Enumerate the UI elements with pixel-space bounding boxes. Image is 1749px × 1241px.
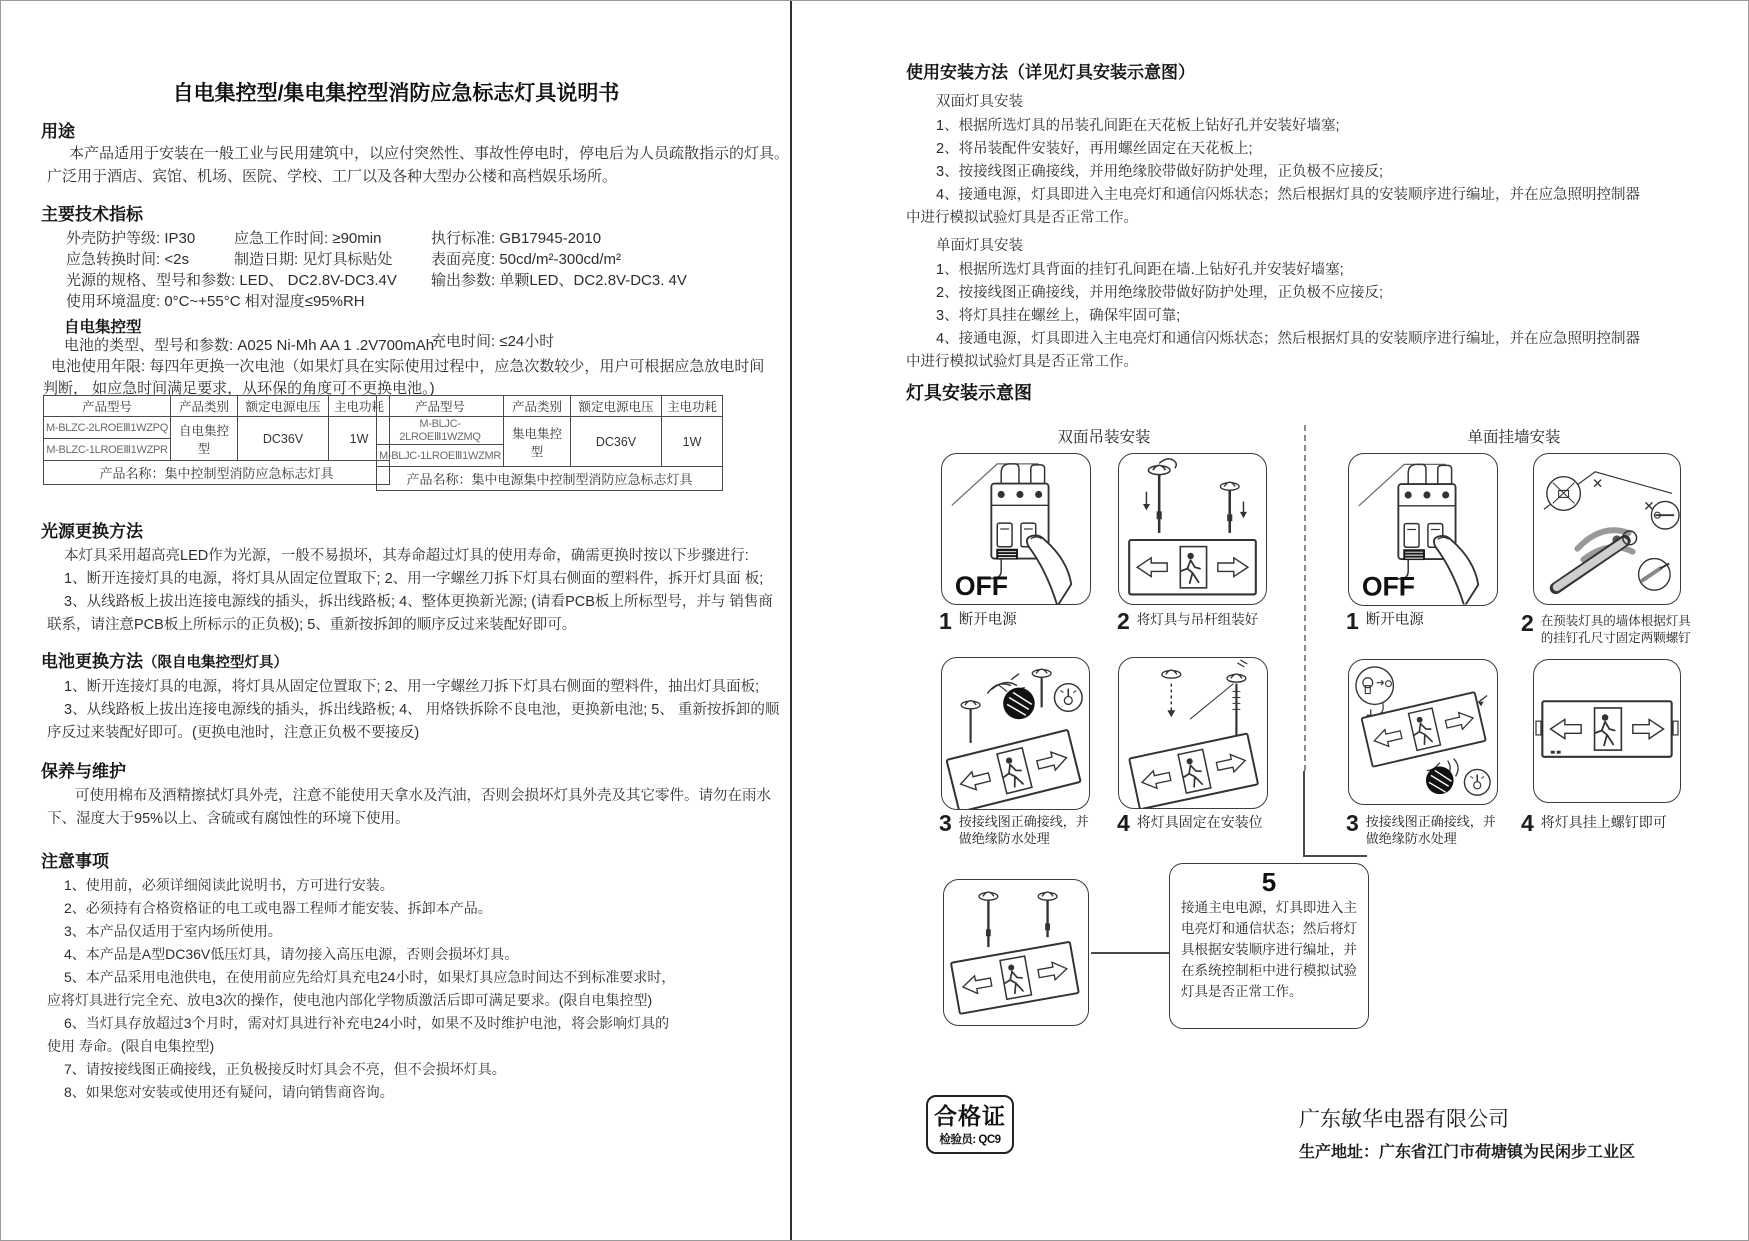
- text-line: 联系，请注意PCB板上所标示的正负极); 5、重新按拆卸的顺序反过来装配好即可。: [47, 617, 577, 633]
- note-line: 5、本产品采用电池供电，在使用前应先给灯具充电24小时，如果灯具应急时间达不到标准要求时，: [64, 969, 676, 985]
- note-line: 1、使用前，必须详细阅读此说明书，方可进行安装。: [64, 877, 394, 893]
- spec-item: 电池的类型、型号和参数: A025 Ni-Mh AA 1 .2V700mAh: [64, 337, 435, 354]
- product-table-central-powered: [376, 395, 723, 491]
- text-line: 1、断开连接灯具的电源，将灯具从固定位置取下; 2、用一字螺丝刀拆下灯具右侧面的塑料件，拆开灯具面 板;: [64, 571, 764, 587]
- step-text: 将灯具挂上螺钉即可: [1540, 814, 1667, 830]
- illustration-panel-rod-assembly: [1118, 453, 1267, 605]
- circuit-breaker-off-icon: [1349, 454, 1497, 605]
- off-label: OFF: [1361, 571, 1416, 602]
- step-number: 2: [1117, 608, 1130, 634]
- text-line: 3、按接线图正确接线，并用绝缘胶带做好防护处理，正负极不应接反;: [936, 164, 1384, 180]
- text-line: 1、根据所选灯具背面的挂钉孔间距在墙.上钻好孔并安装好墙塞;: [936, 262, 1344, 278]
- subsection-single-heading: 单面灯具安装: [936, 238, 1023, 254]
- section-light-replace-heading: 光源更换方法: [41, 522, 143, 541]
- text-line: 2、将吊装配件安装好，再用螺丝固定在天花板上;: [936, 141, 1253, 157]
- step-number: 4: [1521, 810, 1534, 836]
- subsection-self-powered-heading: 自电集控型: [64, 319, 142, 336]
- text-line: 下、湿度大于95%以上、含硫或有腐蚀性的环境下使用。: [47, 811, 410, 827]
- subsection-double-heading: 双面灯具安装: [936, 94, 1023, 110]
- exit-sign-icon: [1534, 660, 1680, 802]
- spec-item: 光源的规格、型号和参数: LED、 DC2.8V-DC3.4V: [66, 272, 397, 289]
- step-text: 按接线图正确接线，并做绝缘防水处理: [1365, 814, 1496, 847]
- section-specs-heading: 主要技术指标: [41, 205, 143, 224]
- step-caption: [1521, 610, 1699, 646]
- note-line: 8、如果您对安装或使用还有疑问，请向销售商咨询。: [64, 1084, 394, 1100]
- text-line: 1、根据所选灯具的吊装孔间距在天花板上钻好孔并安装好墙塞;: [936, 118, 1340, 134]
- illustration-panel-wiring-double: [941, 657, 1090, 810]
- table-cell-power: 1W: [662, 417, 723, 467]
- text-line: 4、接通电源，灯具即进入主电亮灯和通信闪烁状态；然后根据灯具的安装顺序进行编址，并在应急照明控制器: [936, 331, 1641, 347]
- table-cell-voltage: DC36V: [238, 417, 329, 461]
- step-text: 在预装灯具的墙体根据灯具的挂钉孔尺寸固定两颗螺钉: [1540, 614, 1691, 645]
- text-line: 1、断开连接灯具的电源，将灯具从固定位置取下; 2、用一字螺丝刀拆下灯具右侧面的塑料件，抽出灯具面板;: [64, 679, 760, 695]
- step-number: 4: [1117, 810, 1130, 836]
- step-text: 按接线图正确接线，并做绝缘防水处理: [958, 814, 1089, 847]
- step-5-note-box: [1169, 863, 1369, 1029]
- spec-item: 表面亮度: 50cd/m²-300cd/m²: [431, 251, 622, 268]
- column-title-single: 单面挂墙安装: [1467, 429, 1561, 446]
- table-header: 产品型号: [377, 396, 504, 417]
- spec-item: 输出参数: 单颗LED、DC2.8V-DC3. 4V: [431, 272, 687, 289]
- connector-line: [1091, 952, 1169, 954]
- text-line: 3、从线路板上拔出连接电源线的插头，拆出线路板; 4、整体更换新光源; (请看PCB板上所标型号，并与 销售商: [64, 594, 773, 610]
- stamp-title: 合格证: [934, 1103, 1006, 1129]
- company-name: 广东敏华电器有限公司: [1299, 1108, 1509, 1131]
- section-battery-replace-heading: [41, 647, 288, 672]
- step-text: 将灯具与吊杆组装好: [1136, 612, 1259, 627]
- table-header: 主电功耗: [662, 396, 723, 417]
- text-line: 4、接通电源，灯具即进入主电亮灯和通信闪烁状态；然后根据灯具的安装顺序进行编址，并在应急照明控制器: [936, 187, 1641, 203]
- text-line: 本产品适用于安装在一般工业与民用建筑中，以应付突然性、事故性停电时，停电后为人员疏散指示的灯具。: [69, 145, 790, 162]
- product-table-self-powered: [43, 395, 390, 485]
- table-header: 产品类别: [171, 396, 238, 417]
- table-cell-model: M-BLJC-2LROEⅢ1WZMQ: [377, 417, 504, 445]
- illustration-panel-breaker-off: [1348, 453, 1498, 606]
- table-header: 额定电源电压: [238, 396, 329, 417]
- table-cell-category: 集电集控型: [504, 417, 571, 467]
- diagram-column-separator: [1304, 425, 1306, 771]
- table-cell-power: 1W: [329, 417, 390, 461]
- illustration-panel-breaker-off: [941, 453, 1091, 605]
- fixing-to-mount-icon: [1119, 658, 1267, 808]
- text-line: 广泛用于酒店、宾馆、机场、医院、学校、工厂以及各种大型办公楼和高档娱乐场所。: [47, 168, 618, 185]
- table-header: 额定电源电压: [571, 396, 662, 417]
- illustration-panel-wall-screws: [1533, 453, 1681, 605]
- note-line: 应将灯具进行完全充、放电3次的操作，使电池内部化学物质激活后即可满足要求。(限自电集控型): [47, 992, 653, 1008]
- text-line: 2、按接线图正确接线，并用绝缘胶带做好防护处理，正负极不应接反;: [936, 285, 1384, 301]
- note-line: 2、必须持有合格资格证的电工或电器工程师才能安装、拆卸本产品。: [64, 900, 492, 916]
- section-notes-heading: 注意事项: [41, 852, 109, 871]
- note-line: 3、本产品仅适用于室内场所使用。: [64, 923, 282, 939]
- table-footer: 产品名称：集中控制型消防应急标志灯具: [44, 461, 390, 485]
- section-install-heading: 使用安装方法（详见灯具安装示意图）: [906, 63, 1195, 82]
- step-text: 将灯具固定在安装位: [1136, 814, 1263, 830]
- step-text: 断开电源: [1365, 612, 1424, 628]
- step-number: 3: [1346, 810, 1359, 836]
- section-usage-heading: 用途: [41, 122, 75, 141]
- table-cell-model: M-BLJC-1LROEⅢ1WZMR: [377, 445, 504, 467]
- note-line: 4、本产品是A型DC36V低压灯具，请勿接入高压电源，否则会损坏灯具。: [64, 946, 519, 962]
- step-number: 3: [939, 810, 952, 836]
- table-footer: 产品名称：集中电源集中控制型消防应急标志灯具: [377, 467, 723, 491]
- spec-item: 应急转换时间: <2s: [66, 251, 189, 268]
- wall-screw-fixing-icon: [1534, 454, 1680, 604]
- text-line: 3、从线路板上拔出连接电源线的插头，拆出线路板; 4、 用烙铁拆除不良电池，更换新电池; 5、 重新按拆卸的顺: [64, 702, 780, 718]
- page-divider: [790, 1, 792, 1241]
- off-label: OFF: [954, 571, 1009, 602]
- spec-item: 外壳防护等级: IP30: [66, 230, 196, 247]
- spec-item: 充电时间: ≤24小时: [431, 333, 555, 350]
- stamp-inspector: 检验员: QC9: [939, 1134, 1001, 1147]
- step-caption: [939, 810, 1097, 847]
- step-caption: [1346, 608, 1496, 634]
- note-line: 6、当灯具存放超过3个月时，需对灯具进行补充电24小时，如果不及时维护电池，将会影响灯具的: [64, 1015, 670, 1031]
- illustration-panel-final-hung: [943, 879, 1089, 1026]
- hanging-rod-assembly-icon: [1119, 454, 1266, 604]
- quality-certificate-stamp: [926, 1095, 1014, 1154]
- note-line: 使用 寿命。(限自电集控型): [47, 1038, 215, 1054]
- text-line: 可使用棉布及酒精擦拭灯具外壳，注意不能使用天拿水及汽油，否则会损坏灯具外壳及其它零件。请勿在雨水: [75, 788, 771, 804]
- text-line: 3、将灯具挂在螺丝上，确保牢固可靠;: [936, 308, 1181, 324]
- text-line: 判断， 如应急时间满足要求，从环保的角度可不更换电池。): [43, 380, 435, 397]
- wiring-insulation-icon: [1349, 660, 1497, 804]
- illustration-panel-wiring-single: [1348, 659, 1498, 805]
- step-number: 1: [1346, 608, 1359, 634]
- step-text: 断开电源: [958, 612, 1017, 628]
- table-cell-model: M-BLZC-1LROEⅢ1WZPR: [44, 439, 171, 461]
- text-line: 中进行模拟试验灯具是否正常工作。: [906, 354, 1138, 370]
- table-header: 产品型号: [44, 396, 171, 417]
- step-number: 2: [1521, 610, 1534, 636]
- connector-line: [1303, 855, 1367, 857]
- page-title: 自电集控型/集电集控型消防应急标志灯具说明书: [172, 82, 620, 105]
- step-caption: [1117, 810, 1287, 836]
- table-cell-voltage: DC36V: [571, 417, 662, 467]
- table-cell-model: M-BLZC-2LROEⅢ1WZPQ: [44, 417, 171, 439]
- spec-item: 使用环境温度: 0°C~+55°C 相对湿度≤95%RH: [66, 293, 365, 310]
- section-diagram-heading: 灯具安装示意图: [906, 383, 1032, 403]
- table-header: 产品类别: [504, 396, 571, 417]
- text-line: 中进行模拟试验灯具是否正常工作。: [906, 210, 1138, 226]
- column-title-double: 双面吊装安装: [1057, 429, 1151, 446]
- step-text: 接通主电电源，灯具即进入主电亮灯和通信状态；然后将灯具根据安装顺序进行编址，并在系统控制柜中进行模拟试验灯具是否正常工作。: [1181, 899, 1357, 999]
- text-line: 电池使用年限: 每四年更换一次电池（如果灯具在实际使用过程中，应急次数较少，用户可根据应急放电时间: [51, 358, 765, 375]
- circuit-breaker-off-icon: [942, 454, 1090, 604]
- step-caption: [939, 608, 1089, 634]
- section-maintenance-heading: 保养与维护: [41, 762, 126, 781]
- step-number: 1: [939, 608, 952, 634]
- heading-note: （限自电集控型灯具）: [143, 655, 288, 671]
- step-caption: [1117, 608, 1285, 634]
- text-line: 序反过来装配好即可。(更换电池时，注意正负极不要接反): [47, 725, 420, 741]
- heading-text: 电池更换方法: [41, 652, 143, 671]
- table-cell-category: 自电集控型: [171, 417, 238, 461]
- spec-item: 应急工作时间: ≥90min: [234, 230, 382, 247]
- table-header: 主电功耗: [329, 396, 390, 417]
- step-caption: [1346, 810, 1506, 847]
- illustration-panel-fix-position: [1118, 657, 1268, 809]
- step-caption: [1521, 810, 1701, 836]
- factory-address: 生产地址：广东省江门市荷塘镇为民闲步工业区: [1299, 1144, 1636, 1161]
- step-number: 5: [1261, 867, 1277, 897]
- wiring-insulation-icon: [942, 658, 1089, 809]
- text-line: 本灯具采用超高亮LED作为光源，一般不易损坏，其寿命超过灯具的使用寿命，确需更换时按以下步骤进行:: [64, 548, 749, 564]
- spec-item: 制造日期: 见灯具标贴处: [234, 251, 393, 268]
- note-line: 7、请按接线图正确接线，正负极接反时灯具会不亮，但不会损坏灯具。: [64, 1061, 506, 1077]
- spec-item: 执行标准: GB17945-2010: [431, 230, 602, 247]
- connector-line: [1303, 771, 1305, 857]
- illustration-panel-sign-front: [1533, 659, 1681, 803]
- installed-sign-icon: [944, 880, 1088, 1025]
